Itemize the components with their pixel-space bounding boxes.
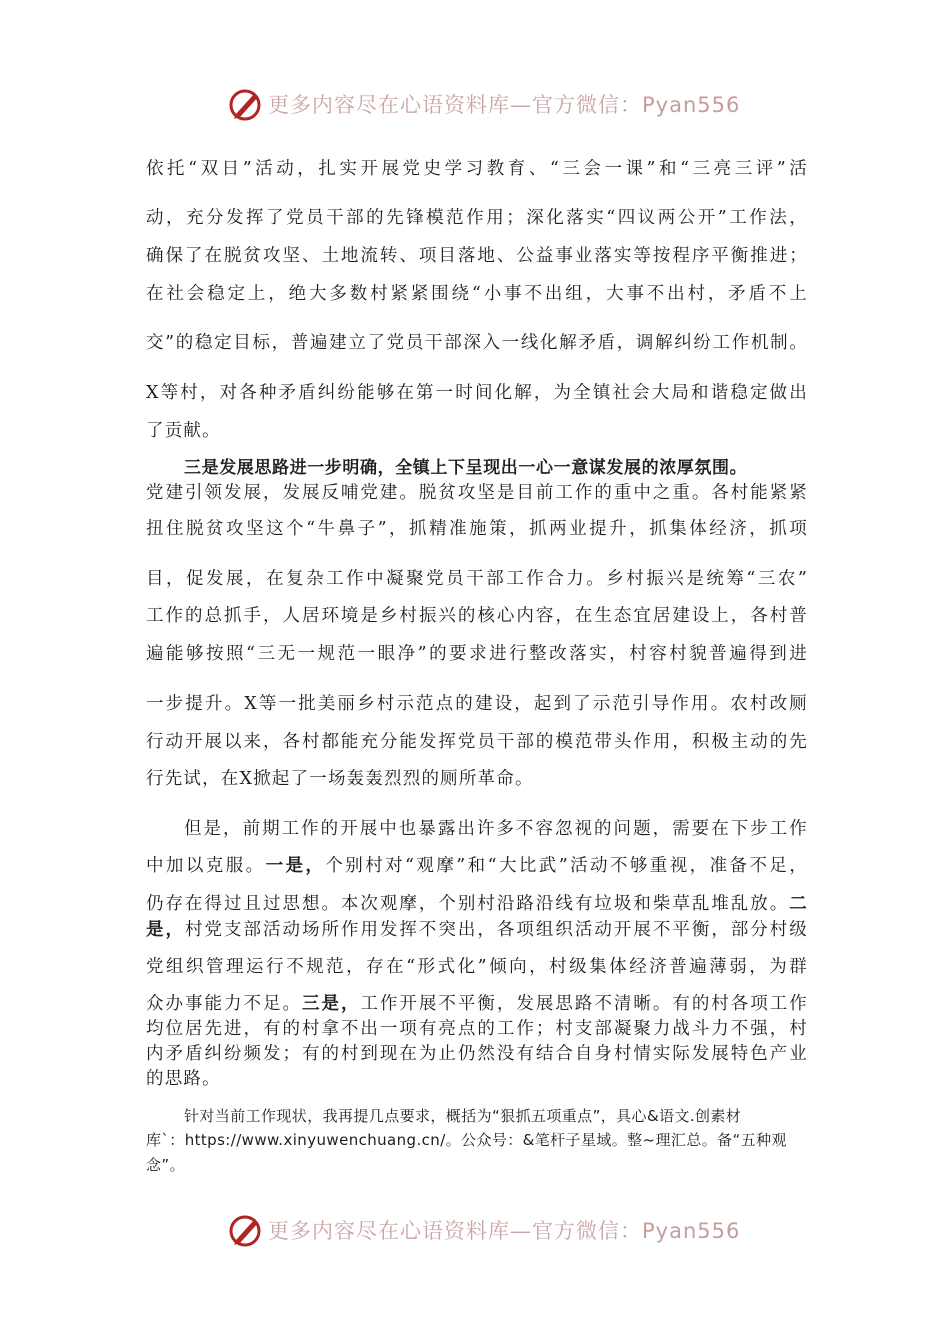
body-line: 念”。 (146, 1156, 185, 1174)
banner-text: 更多内容尽在心语资料库—官方微信：Pyan556 (268, 1219, 741, 1243)
body-line: 确保了在脱贫攻坚、土地流转、项目落地、公益事业落实等按程序平衡推进； (146, 246, 808, 266)
body-line: 目，促发展，在复杂工作中凝聚党员干部工作合力。乡村振兴是统筹“三农” (146, 569, 808, 589)
footer-watermark-banner (228, 1210, 740, 1250)
body-line: 内矛盾纠纷频发；有的村到现在为止仍然没有结合自身村情实际发展特色产业 (146, 1044, 808, 1064)
section-heading: 三是发展思路进一步明确，全镇上下呈现出一心一意谋发展的浓厚氛围。 (184, 458, 748, 478)
banner-text: 更多内容尽在心语资料库—官方微信：Pyan556 (268, 93, 741, 117)
body-line: 在社会稳定上，绝大多数村紧紧围绕“小事不出组，大事不出村，矛盾不上 (146, 284, 808, 304)
body-line: 遍能够按照“三无一规范一眼净”的要求进行整改落实，村容村貌普遍得到进 (146, 644, 808, 664)
body-line: 是，村党支部活动场所作用发挥不突出，各项组织活动开展不平衡，部分村级 (146, 920, 808, 940)
body-line: 一步提升。X等一批美丽乡村示范点的建设，起到了示范引导作用。农村改厕 (146, 694, 808, 714)
body-line: 的思路。 (146, 1069, 221, 1089)
body-line: 了贡献。 (146, 421, 221, 441)
body-line: 仍存在得过且过思想。本次观摩，个别村沿路沿线有垃圾和柴草乱堆乱放。二 (146, 894, 808, 914)
body-line: 扭住脱贫攻坚这个“牛鼻子”，抓精准施策，抓两业提升，抓集体经济，抓项 (146, 519, 808, 539)
point-label-three: 三是， (301, 994, 361, 1014)
body-line-with-url: 库`：https://www.xinyuwenchuang.cn/。公众号：&笔杆子星域。整~理汇总。备“五种观 (146, 1131, 787, 1149)
body-line: 众办事能力不足。三是，工作开展不平衡，发展思路不清晰。有的村各项工作 (146, 994, 808, 1014)
body-line: 动，充分发挥了党员干部的先锋模范作用；深化落实“四议两公开”工作法， (146, 208, 808, 228)
body-line: 针对当前工作现状，我再提几点要求，概括为“狠抓五项重点”，具心&语文.创素材 (184, 1107, 742, 1125)
wechat-id: Pyan556 (642, 93, 741, 117)
pen-logo-icon (228, 86, 264, 122)
point-label-one: 一是， (265, 856, 326, 876)
body-line: 行动开展以来，各村都能充分能发挥党员干部的模范带头作用，积极主动的先 (146, 732, 808, 752)
body-line: 党组织管理运行不规范，存在“形式化”倾向，村级集体经济普遍薄弱，为群 (146, 957, 808, 977)
body-line: 中加以克服。一是，个别村对“观摩”和“大比武”活动不够重视，准备不足， (146, 856, 808, 876)
header-watermark-banner (228, 84, 740, 124)
body-line: 交”的稳定目标，普遍建立了党员干部深入一线化解矛盾，调解纠纷工作机制。 (146, 333, 808, 353)
body-line: 行先试，在X掀起了一场轰轰烈烈的厕所革命。 (146, 769, 534, 789)
body-line: 但是，前期工作的开展中也暴露出许多不容忽视的问题，需要在下步工作 (184, 819, 808, 839)
body-line: X等村，对各种矛盾纠纷能够在第一时间化解，为全镇社会大局和谐稳定做出 (146, 383, 808, 403)
body-line: 工作的总抓手，人居环境是乡村振兴的核心内容，在生态宜居建设上，各村普 (146, 606, 808, 626)
wechat-id: Pyan556 (642, 1219, 741, 1243)
point-label-two-cont: 是， (146, 920, 185, 940)
pen-logo-icon (228, 1212, 264, 1248)
point-label-two: 二 (789, 894, 808, 914)
body-line: 党建引领发展，发展反哺党建。脱贫攻坚是目前工作的重中之重。各村能紧紧 (146, 483, 808, 503)
body-line: 均位居先进，有的村拿不出一项有亮点的工作；村支部凝聚力战斗力不强，村 (146, 1019, 808, 1039)
body-line: 依托“双日”活动，扎实开展党史学习教育、“三会一课”和“三亮三评”活 (146, 159, 808, 179)
